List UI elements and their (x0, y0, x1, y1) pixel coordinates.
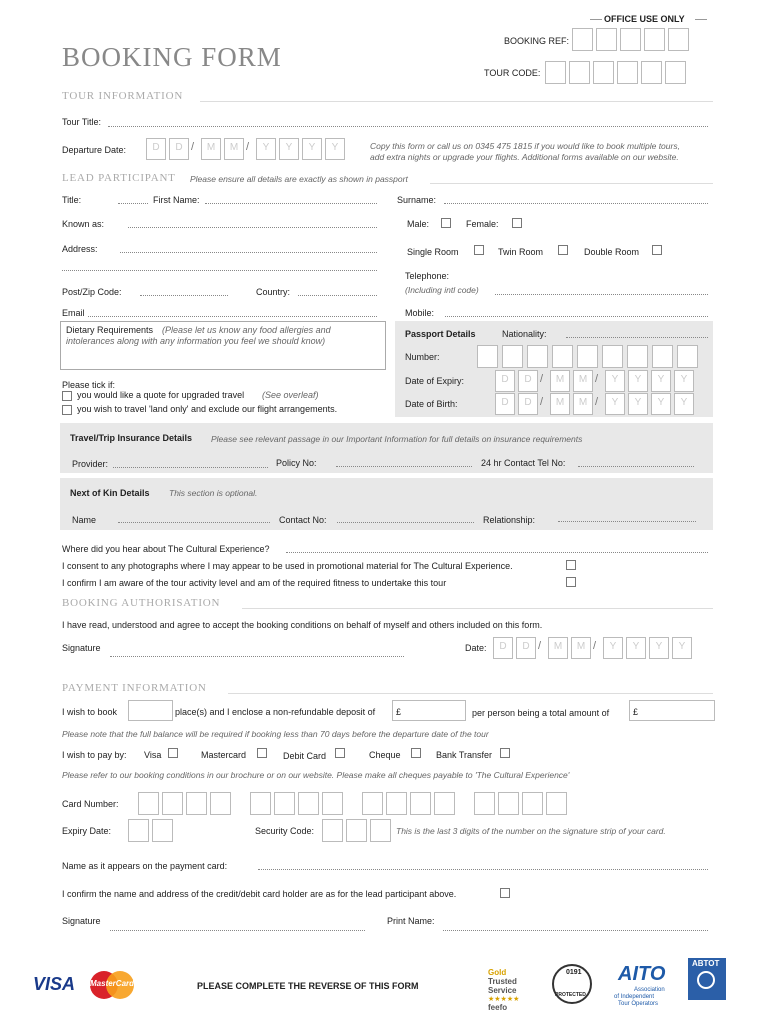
postcode-label: Post/Zip Code: (62, 287, 122, 297)
provider-label: Provider: (72, 459, 109, 469)
feefo-name: feefo (488, 1003, 508, 1012)
input-cell[interactable] (652, 345, 673, 368)
nationality-label: Nationality: (502, 329, 547, 339)
input-cell[interactable] (474, 792, 495, 815)
input-cell[interactable] (677, 345, 698, 368)
kin-relationship-label: Relationship: (483, 515, 536, 525)
kin-relationship-field[interactable] (558, 521, 696, 522)
deposit-input[interactable] (392, 700, 466, 721)
input-cell[interactable] (668, 28, 689, 51)
dietary-label: Dietary Requirements (66, 325, 154, 335)
tour-title-field[interactable] (108, 126, 708, 127)
input-cell[interactable]: M (201, 138, 221, 160)
input-cell[interactable] (546, 792, 567, 815)
office-use-title: OFFICE USE ONLY (604, 14, 685, 24)
nationality-field[interactable] (566, 337, 708, 338)
twin-room-label: Twin Room (498, 247, 544, 257)
feefo-gold: Gold (488, 968, 507, 977)
mastercard-checkbox[interactable] (257, 748, 267, 758)
divider (242, 608, 713, 609)
debit-card-checkbox[interactable] (335, 748, 345, 758)
input-cell[interactable] (596, 28, 617, 51)
pay-signature-label: Signature (62, 916, 101, 926)
input-cell[interactable] (569, 61, 590, 84)
date-separator: / (246, 141, 250, 153)
kin-note: This section is optional. (169, 488, 258, 498)
total-pound: £ (633, 707, 639, 717)
dietary-note2: intolerances along with any information you feel we should know) (66, 336, 326, 346)
male-label: Male: (407, 219, 430, 229)
input-cell[interactable] (138, 792, 159, 815)
kin-name-label: Name (72, 515, 97, 525)
email-label: Email (62, 308, 85, 318)
address-field-2[interactable] (62, 270, 377, 271)
input-cell[interactable] (665, 61, 686, 84)
input-cell[interactable]: Y (649, 637, 669, 659)
abtot-logo (688, 958, 726, 1000)
postcode-field[interactable] (140, 295, 228, 296)
dob-label: Date of Birth: (405, 399, 458, 409)
per-person-label: per person being a total amount of (472, 708, 610, 718)
tour-info-heading: TOUR INFORMATION (62, 90, 184, 102)
print-name-field[interactable] (443, 930, 708, 931)
input-cell[interactable]: Y (628, 393, 648, 415)
lead-participant-heading: LEAD PARTICIPANT (62, 172, 176, 184)
contact-tel-field[interactable] (578, 466, 694, 467)
date-separator: / (540, 396, 544, 408)
input-cell[interactable] (410, 792, 431, 815)
input-cell[interactable]: Y (279, 138, 299, 160)
bank-transfer-checkbox[interactable] (500, 748, 510, 758)
mastercard-label: Mastercard (201, 750, 247, 760)
date-separator: / (538, 640, 542, 652)
policy-no-field[interactable] (336, 466, 472, 467)
atol-logo (552, 964, 592, 1004)
form-title: BOOKING FORM (62, 42, 282, 72)
divider (228, 693, 713, 694)
country-label: Country: (256, 287, 291, 297)
pay-signature-field[interactable] (110, 930, 365, 931)
input-cell[interactable]: Y (674, 393, 694, 415)
input-cell[interactable] (370, 819, 391, 842)
input-cell[interactable] (593, 61, 614, 84)
title-field[interactable] (118, 203, 148, 204)
date-separator: / (540, 373, 544, 385)
double-room-checkbox[interactable] (652, 245, 662, 255)
tour-note-line1: Copy this form or call us on 0345 475 1815 if you would like to book multiple tours, (370, 141, 680, 151)
female-label: Female: (466, 219, 499, 229)
feefo-service: Service (488, 986, 517, 995)
surname-field[interactable] (444, 203, 708, 204)
deposit-pound: £ (396, 707, 402, 717)
divider (430, 183, 713, 184)
input-cell[interactable] (322, 819, 343, 842)
date-separator: / (191, 141, 195, 153)
upgrade-quote-note: (See overleaf) (262, 390, 319, 400)
insurance-note: Please see relevant passage in our Important Information for full details on insurance requirements (211, 434, 583, 444)
first-name-field[interactable] (205, 203, 377, 204)
input-cell[interactable] (298, 792, 319, 815)
security-code-label: Security Code: (255, 826, 315, 836)
input-cell[interactable] (522, 792, 543, 815)
input-cell[interactable] (477, 345, 498, 368)
cheque-label: Cheque (369, 750, 401, 760)
conditions-note: Please refer to our booking conditions in our brochure or on our website. Please make all cheques payable to 'The Cultural Experience' (62, 770, 570, 780)
passport-details-label: Passport Details (405, 329, 476, 339)
surname-label: Surname: (397, 195, 437, 205)
consent-checkbox[interactable] (566, 560, 576, 570)
date-separator: / (593, 640, 597, 652)
mastercard-logo-text: MasterCard (90, 979, 135, 988)
input-cell[interactable]: Y (302, 138, 322, 160)
input-cell[interactable]: D (516, 637, 536, 659)
provider-field[interactable] (113, 467, 268, 468)
input-cell[interactable]: Y (256, 138, 276, 160)
twin-room-checkbox[interactable] (558, 245, 568, 255)
telephone-field[interactable] (495, 294, 708, 295)
office-line-left (590, 19, 602, 20)
passport-number-label: Number: (405, 352, 440, 362)
input-cell[interactable]: M (571, 637, 591, 659)
single-room-checkbox[interactable] (474, 245, 484, 255)
input-cell[interactable] (620, 28, 641, 51)
input-cell[interactable] (545, 61, 566, 84)
input-cell[interactable]: M (550, 393, 570, 415)
print-name-label: Print Name: (387, 916, 435, 926)
input-cell[interactable]: Y (626, 637, 646, 659)
total-input[interactable] (629, 700, 715, 721)
aito-line3: of Independent (614, 994, 655, 1000)
input-cell[interactable] (641, 61, 662, 84)
tick-if-label: Please tick if: (62, 380, 116, 390)
input-cell[interactable]: M (548, 637, 568, 659)
input-cell[interactable] (502, 345, 523, 368)
input-cell[interactable] (322, 792, 343, 815)
visa-label: Visa (144, 750, 162, 760)
feefo-stars-icon: ★★★★★ (488, 996, 520, 1003)
input-cell[interactable]: D (169, 138, 189, 160)
input-cell[interactable] (644, 28, 665, 51)
input-cell[interactable] (152, 819, 173, 842)
input-cell[interactable] (210, 792, 231, 815)
visa-logo: VISA (33, 974, 76, 994)
address-label: Address: (62, 244, 98, 254)
globe-icon (697, 971, 715, 989)
input-cell[interactable]: M (224, 138, 244, 160)
land-only-label: you wish to travel 'land only' and exclude our flight arrangements. (77, 404, 338, 414)
wish-to-book-label: I wish to book (62, 707, 118, 717)
visa-checkbox[interactable] (168, 748, 178, 758)
expiry-label: Date of Expiry: (405, 376, 465, 386)
pay-by-label: I wish to pay by: (62, 750, 127, 760)
telephone-note: (Including intl code) (405, 285, 479, 295)
upgrade-quote-checkbox[interactable] (62, 391, 72, 401)
input-cell[interactable] (552, 345, 573, 368)
input-cell[interactable] (186, 792, 207, 815)
aito-line2: Association (634, 987, 665, 993)
reverse-note: PLEASE COMPLETE THE REVERSE OF THIS FORM (197, 981, 419, 991)
kin-contact-label: Contact No: (279, 515, 327, 525)
divider (200, 101, 713, 102)
upgrade-quote-label: you would like a quote for upgraded travel (77, 390, 245, 400)
hear-about-label: Where did you hear about The Cultural Experience? (62, 544, 270, 554)
input-cell[interactable]: D (146, 138, 166, 160)
hear-about-field[interactable] (286, 552, 708, 553)
auth-signature-label: Signature (62, 643, 101, 653)
input-cell[interactable]: Y (603, 637, 623, 659)
input-cell[interactable] (274, 792, 295, 815)
fitness-label: I confirm I am aware of the tour activity level and am of the required fitness to undertake this tour (62, 578, 447, 588)
mobile-field[interactable] (445, 316, 708, 317)
title-label: Title: (62, 195, 82, 205)
departure-date-label: Departure Date: (62, 145, 127, 155)
input-cell[interactable]: Y (674, 370, 694, 392)
aito-mark: AITO (618, 963, 666, 985)
balance-note: Please note that the full balance will be required if booking less than 70 days before the departure date of the tour (62, 729, 489, 739)
auth-date-label: Date: (465, 643, 487, 653)
booking-ref-label: BOOKING REF: (504, 36, 570, 46)
input-cell[interactable] (128, 819, 149, 842)
input-cell[interactable]: Y (605, 393, 625, 415)
input-cell[interactable] (434, 792, 455, 815)
cheque-checkbox[interactable] (411, 748, 421, 758)
single-room-label: Single Room (407, 247, 459, 257)
female-checkbox[interactable] (512, 218, 522, 228)
input-cell[interactable]: M (573, 393, 593, 415)
date-separator: / (595, 396, 599, 408)
authorisation-text: I have read, understood and agree to accept the booking conditions on behalf of myself and others included on this form. (62, 620, 543, 630)
input-cell[interactable] (346, 819, 367, 842)
input-cell[interactable]: Y (651, 370, 671, 392)
input-cell[interactable]: D (518, 393, 538, 415)
input-cell[interactable] (498, 792, 519, 815)
policy-no-label: Policy No: (276, 458, 317, 468)
feefo-trusted: Trusted (488, 977, 517, 986)
male-checkbox[interactable] (441, 218, 451, 228)
feefo-badge (486, 962, 530, 1012)
input-cell[interactable]: Y (651, 393, 671, 415)
contact-tel-label: 24 hr Contact Tel No: (481, 458, 566, 468)
aito-logo (612, 963, 682, 1013)
lead-subheading: Please ensure all details are exactly as shown in passport (190, 174, 408, 184)
input-cell[interactable] (386, 792, 407, 815)
payment-heading: PAYMENT INFORMATION (62, 682, 207, 694)
security-note: This is the last 3 digits of the number on the signature strip of your card. (396, 826, 666, 836)
input-cell[interactable]: M (573, 370, 593, 392)
input-cell[interactable] (572, 28, 593, 51)
fitness-checkbox[interactable] (566, 577, 576, 587)
input-cell[interactable]: D (495, 393, 515, 415)
date-separator: / (595, 373, 599, 385)
tour-title-label: Tour Title: (62, 117, 102, 127)
confirm-address-label: I confirm the name and address of the credit/debit card holder are as for the lead participant above. (62, 889, 457, 899)
card-number-label: Card Number: (62, 799, 119, 809)
kin-heading: Next of Kin Details (70, 488, 150, 498)
land-only-checkbox[interactable] (62, 405, 72, 415)
input-cell[interactable]: Y (325, 138, 345, 160)
kin-name-field[interactable] (118, 522, 270, 523)
consent-label: I consent to any photographs where I may appear to be used in promotional material for The Cultural Experience. (62, 561, 513, 571)
input-cell[interactable]: D (493, 637, 513, 659)
first-name-label: First Name: (153, 195, 200, 205)
input-cell[interactable] (602, 345, 623, 368)
debit-card-label: Debit Card (283, 751, 327, 761)
insurance-heading: Travel/Trip Insurance Details (70, 433, 193, 443)
address-field-1[interactable] (120, 252, 377, 253)
dietary-note1: (Please let us know any food allergies and (162, 325, 331, 335)
input-cell[interactable]: Y (605, 370, 625, 392)
known-as-label: Known as: (62, 219, 105, 229)
confirm-address-checkbox[interactable] (500, 888, 510, 898)
places-input[interactable] (128, 700, 173, 721)
expiry-date-label: Expiry Date: (62, 826, 112, 836)
abtot-text: ABTOT (692, 959, 720, 968)
double-room-label: Double Room (584, 247, 640, 257)
input-cell[interactable] (617, 61, 638, 84)
office-line-right (695, 19, 707, 20)
input-cell[interactable] (250, 792, 271, 815)
country-field[interactable] (298, 295, 377, 296)
mobile-label: Mobile: (405, 308, 435, 318)
aito-line4: Tour Operators (618, 1001, 659, 1007)
input-cell[interactable]: Y (672, 637, 692, 659)
mastercard-logo (88, 970, 136, 1000)
input-cell[interactable]: Y (628, 370, 648, 392)
input-cell[interactable] (162, 792, 183, 815)
bank-transfer-label: Bank Transfer (436, 750, 493, 760)
known-as-field[interactable] (128, 227, 377, 228)
email-field[interactable] (88, 316, 377, 317)
input-cell[interactable]: D (495, 370, 515, 392)
input-cell[interactable] (527, 345, 548, 368)
tour-note-line2: add extra nights or upgrade your flights. Additional forms available on our website. (370, 152, 679, 162)
tour-code-label: TOUR CODE: (484, 68, 541, 78)
atol-number: 0191 (566, 969, 582, 976)
input-cell[interactable] (577, 345, 598, 368)
atol-protected: PROTECTED (555, 992, 586, 998)
name-on-card-field[interactable] (258, 869, 708, 870)
name-on-card-label: Name as it appears on the payment card: (62, 861, 228, 871)
telephone-label: Telephone: (405, 271, 450, 281)
input-cell[interactable] (362, 792, 383, 815)
input-cell[interactable]: M (550, 370, 570, 392)
places-label: place(s) and I enclose a non-refundable deposit of (175, 707, 376, 717)
auth-signature-field[interactable] (110, 656, 404, 657)
authorisation-heading: BOOKING AUTHORISATION (62, 597, 221, 609)
input-cell[interactable] (627, 345, 648, 368)
kin-contact-field[interactable] (337, 522, 474, 523)
input-cell[interactable]: D (518, 370, 538, 392)
